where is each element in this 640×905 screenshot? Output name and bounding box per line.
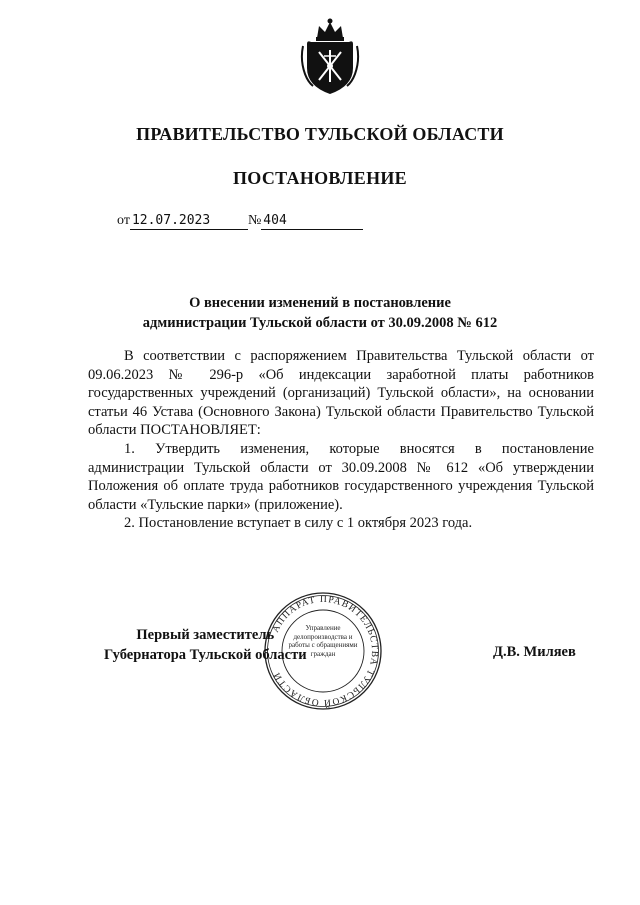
date-label: от [117,213,130,228]
number-label: № [247,213,262,228]
document-meta [117,213,363,230]
document-body [88,347,594,533]
preamble-paragraph: В соответствии с распоряжением Правительства Тульской области от 09.06.2023 № 296-р «Об индексации заработной платы работников государственных учреждений (организаций) Тульской области», на основании статьи 46 Устава (Основного Закона) Тульской области Правительство Тульской области ПОСТАНОВЛЯЕТ: [88,348,594,439]
signer-position-line-1: Первый заместитель [136,627,275,643]
document-type: ПОСТАНОВЛЕНИЕ [233,168,407,188]
item-2-paragraph: 2. Постановление вступает в силу с 1 октября 2023 года. [124,515,473,532]
tula-coat-of-arms-icon [299,16,361,98]
government-title: ПРАВИТЕЛЬСТВО ТУЛЬСКОЙ ОБЛАСТИ [136,124,504,144]
signer-position-line-2: Губернатора Тульской области [104,647,307,663]
document-date: 12.07.2023 [130,213,248,230]
item-1-paragraph: 1. Утвердить изменения, которые вносятся в постановление администрации Тульской области от 30.09.2008 № 612 «Об утверждении Положения об оплате труда работников государственного учреждения Тульской области «Тульские парки» (приложение). [88,440,594,513]
subject-line-2: администрации Тульской области от 30.09.2008 № 612 [142,315,498,331]
signer-name: Д.В. Миляев [493,644,576,660]
subject-line-1: О внесении изменений в постановление [189,295,451,311]
document-subject [0,293,640,333]
seal-center-text: Управление делопроизводства и работы с обращениями граждан [288,624,358,658]
document-number: 404 [261,213,363,230]
seal-ring-text: АППАРАТ ПРАВИТЕЛЬСТВА ТУЛЬСКОЙ ОБЛАСТИ [270,594,380,708]
signer-position [104,625,307,665]
